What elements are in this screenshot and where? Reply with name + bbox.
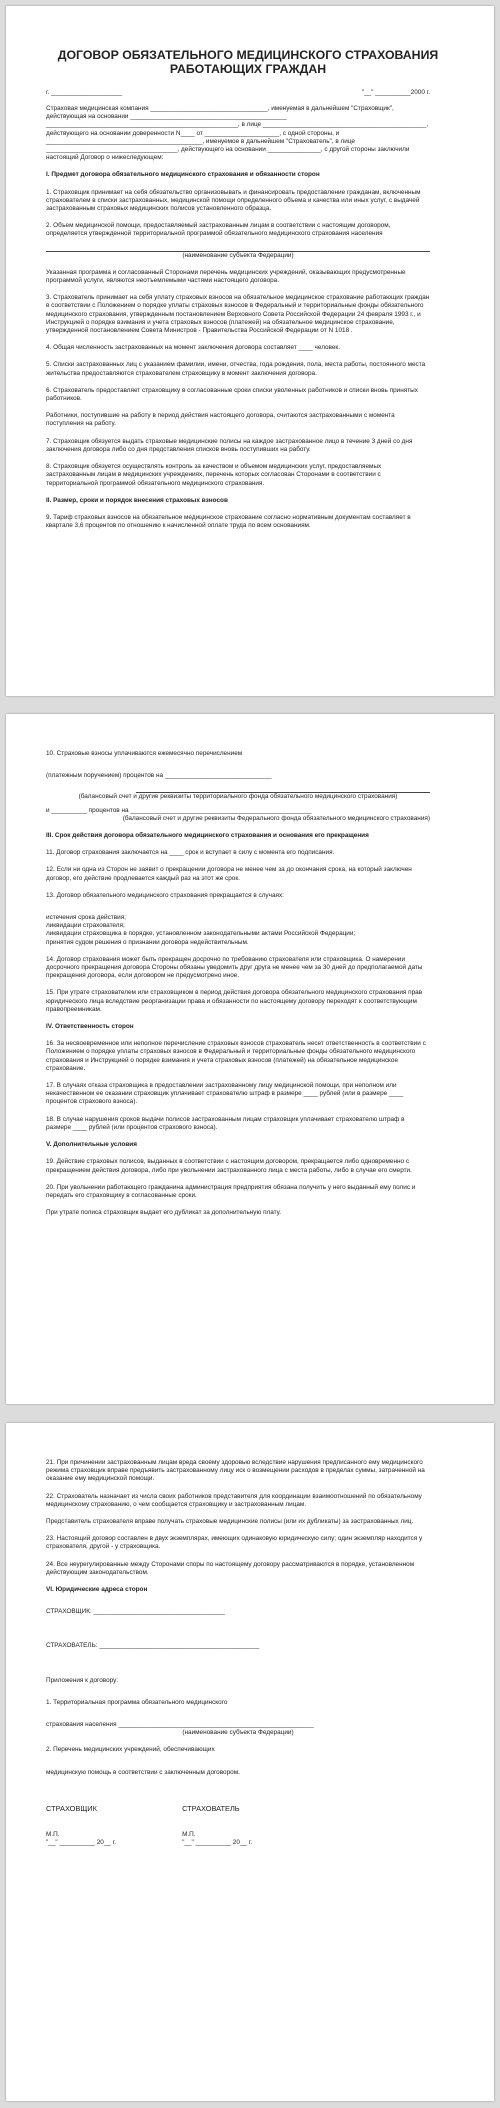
clause-22-note: Представитель страхователя вправе получать страховые медицинские полисы (или их дубликаты) за застрахованных лиц. xyxy=(46,1518,414,1526)
date-field: "__" __________2000 г. xyxy=(361,89,430,96)
clause-3: 3. Страхователь принимает на себя уплату страховых взносов на обязательное медицинское страхование работающих граждан в соответствии с Положением о порядке уплаты страховых взносов в Федеральный и территориальные фонды обязательного медицинского страхования, утвержденным постановлением Верховного Совета Российской Федерации 24 февраля 1993 г., и Инструкцией о порядке взимания и учета страховых взносов (платежей) на обязательное медицинское страхование, утвержденной постановлением Совета Министров - Правительства Российской Федерации от N 1018 . xyxy=(46,294,430,335)
insurer-address: СТРАХОВЩИК: _____________________________________ xyxy=(46,1608,226,1616)
clause-1: 1. Страховщик принимает на себя обязательство организовывать и финансировать предоставление гражданам, включенным страхователем в списки застрахованных, медицинской помощи определенного объема и качества или иных услуг, с выдачей застрахованным страховых медицинских полисов установленного образца. xyxy=(46,188,421,213)
clause-14: 14. Договор страхования может быть прекращен досрочно по требованию страхователя или страховщика. О намерении досрочного прекращения договора Стороны обязаны уведомить друг друга не менее чем за 30 дней до предполагаемой даты прекращения договора, если договором не предусмотрено иное. xyxy=(46,955,423,980)
insured-signature xyxy=(182,1805,252,1857)
clause-13-d: принятия судом решения о признании договора недействительным. xyxy=(46,938,249,946)
clause-11: 11. Договор страхования заключается на ____ срок и вступает в силу с момента его подписания. xyxy=(46,849,335,857)
document-page-2 xyxy=(6,714,494,1404)
insurer-sign-date: "__" __________ 20__ г. xyxy=(46,1839,117,1847)
clause-17: 17. В случаях отказа страховщика в предоставлении застрахованному лицу медицинской помощи, при неполном или некачественном ее оказании страховщик уплачивает страхователю штраф в размере ____ рублей (или в размере ____ процентов страхового взноса). xyxy=(46,1082,404,1106)
clause-15: 15. При утрате страхователем или страховщиком в период действия договора обязательного медицинского страхования прав юридического лица вследствие реорганизации права и обязанности по настоящему договору переходят к соответствующим правопреемникам. xyxy=(46,989,423,1013)
header-line xyxy=(46,89,430,96)
annex-heading: Приложения к договору: xyxy=(46,1676,119,1684)
insurer-sign-label: СТРАХОВЩИК xyxy=(46,1803,97,1813)
clause-6-note: Работники, поступившие на работу в период действия настоящего договора, считаются застрахованными с момента поступления на работу. xyxy=(46,412,395,428)
annex-1-line: страхования населения _______________________________________________________ xyxy=(46,1721,314,1729)
clause-22: 22. Страхователь назначает из числа своих работников представителя для координации взаимоотношений по обязательному медицинскому страхованию, о чем сообщается страховщику и застрахованным лицам. xyxy=(46,1492,422,1508)
clause-18: 18. В случае нарушения сроков выдачи полисов застрахованным лицам страховщик уплачивает страхователю штраф в размере ____ рублей (или процентов страхового взноса). xyxy=(46,1115,405,1131)
section-heading-4: IV. Ответственность сторон xyxy=(46,1023,134,1031)
clause-9: 9. Тариф страховых взносов на обязательное медицинское страхование согласно нормативным документам составляет в квартале 3,6 процентов по отношению к начисленной оплате труда по всем основаниям. xyxy=(46,513,411,530)
clause-19: 19. Действие страховых полисов, выданных в соответствии с настоящим договором, прекращается либо одновременно с прекращением действия договора, либо при увольнении застрахованного лица с места работы, либо в случае его смерти. xyxy=(46,1158,412,1174)
annex-2-line: медицинскую помощь в соответствии с заключенным договором. xyxy=(46,1768,240,1776)
insured-address: СТРАХОВАТЕЛЬ: _____________________________________________ xyxy=(46,1642,260,1650)
clause-16: 16. За несвоевременное или неполное перечисление страховых взносов страхователь несет ответственность в соответствии с Положением о порядке уплаты страховых взносов в Федеральный и территориальные фонды обязательного медицинского страхования и Инструкцией о порядке взимания и учета страховых взносов (платежей) на обязательное медицинское страхование. xyxy=(46,1040,426,1072)
clause-7: 7. Страховщик обязуется выдать страховые медицинские полисы на каждое застрахованное лицо в течение 3 дней со дня заключения договора либо со дня представления списков вновь поступивших на работу. xyxy=(46,437,413,453)
clause-6: 6. Страхователь предоставляет страховщику в согласованные сроки списки уволенных работников и списки вновь принятых работников. xyxy=(46,386,418,403)
section-heading-2: II. Размер, сроки и порядок внесения страховых взносов xyxy=(46,496,228,504)
clause-24: 24. Все неурегулированные между Сторонами споры по настоящему договору рассматриваются в порядке, установленном действующим законодательством. xyxy=(46,1560,415,1576)
annex-subject-caption: (наименование субъекта Федерации) xyxy=(182,1729,294,1737)
document-title: ДОГОВОР ОБЯЗАТЕЛЬНОГО МЕДИЦИНСКОГО СТРАХОВАНИЯ РАБОТАЮЩИХ ГРАЖДАН xyxy=(57,48,439,76)
clause-12: 12. Если ни одна из Сторон не заявит о прекращении договора не менее чем за до окончания срока, на который заключен договор, его действие продлевается каждый раз на этот же срок. xyxy=(46,866,412,882)
signature-block xyxy=(46,1805,430,1857)
section-heading-1: I. Предмет договора обязательного медицинского страхования и обязанности сторон xyxy=(46,171,320,179)
clause-8: 8. Страховщик обязуется осуществлять контроль за качеством и объемом медицинских услуг, предоставляемых застрахованным лицам в медицинских учреждениях, перечень которых согласован Сторонами в соответствии с территориальной программой обязательного медицинского страхования. xyxy=(46,463,382,487)
insured-sign-label: СТРАХОВАТЕЛЬ xyxy=(182,1803,240,1813)
intro-paragraph: Страховая медицинская компания _________________________________, именуемая в дальнейшем "Страховщик", действующая на основании ____________________________________________ ______________________________________________________, в лице ______________________________________________, действующего на основании доверенности N____ от _____________________, с одной стороны, и ____________________________________________, именуемое в дальнейшем "Страхователь", в лице _____________________________________, действующего на основании _______________, с другой стороны заключили настоящий Договор о нижеследующем: xyxy=(46,105,429,162)
clause-13-c: ликвидации страховщика в порядке, установленном законодательными актами Российской Федерации; xyxy=(46,930,356,938)
fund2-caption: (балансовый счет и другие реквизиты Федерального фонда обязательного медицинского страхования) xyxy=(122,814,430,822)
fund1-caption: (балансовый счет и другие реквизиты территориального фонда обязательного медицинского страхования) xyxy=(78,793,398,801)
annex-2: 2. Перечень медицинских учреждений, обеспечивающих xyxy=(46,1746,215,1754)
clause-10-and: и __________ процентов на ___________________________________________________ xyxy=(46,806,312,814)
clause-4: 4. Общая численность застрахованных на момент заключения договора составляет ____ человек. xyxy=(46,344,340,352)
insured-sign-date: "__" __________ 20__ г. xyxy=(182,1839,253,1847)
insurer-signature xyxy=(46,1805,116,1857)
insurer-stamp: М.П. xyxy=(46,1831,60,1839)
section-heading-6: VI. Юридические адреса сторон xyxy=(46,1586,148,1594)
document-page-3 xyxy=(6,1423,494,2101)
clause-23: 23. Настоящий договор составлен в двух экземплярах, имеющих одинаковую юридическую силу; один экземпляр находится у страхователя, другой - у страховщика. xyxy=(46,1535,423,1551)
clause-2: 2. Объем медицинской помощи, предоставляемый застрахованным лицам в соответствии с настоящим договором, определяется утвержденной территориальной программой обязательного медицинского страхования населения xyxy=(46,222,391,238)
annex-1: 1. Территориальная программа обязательного медицинского xyxy=(46,1698,228,1706)
clause-21: 21. При причинении застрахованным лицам вреда своему здоровью вследствие нарушения предписанного ему медицинского режима страховщик вправе предъявить застрахованному лицу иск о возмещении расходов в пределах суммы, затраченной на оказание ему медицинской помощи. xyxy=(46,1459,425,1483)
clause-5: 5. Списки застрахованных лиц с указанием фамилии, имени, отчества, года рождения, пола, места работы, постоянного места жительства предоставляются страхователем страховщику в момент заключения договора. xyxy=(46,361,426,377)
clause-10: 10. Страховые взносы уплачиваются ежемесячно перечислением xyxy=(46,750,243,757)
clause-13-a: истечения срока действия; xyxy=(46,914,126,922)
section-heading-3: III. Срок действия договора обязательного медицинского страхования и основания его прекращения xyxy=(46,832,369,840)
insured-stamp: М.П. xyxy=(182,1831,196,1839)
subject-caption: (наименование субъекта Федерации) xyxy=(182,251,294,259)
clause-2-note: Указанная программа и согласованный Сторонами перечень медицинских учреждений, оказывающих предусмотренные программой услуги, являются неотъемлемыми частями настоящего договора. xyxy=(46,268,406,285)
city-field: г. ____________________ xyxy=(46,89,123,96)
clause-10-payment: (платежным поручением) процентов на ______________________________ xyxy=(46,772,272,780)
clause-13: 13. Договор обязательного медицинского страхования прекращается в случаях: xyxy=(46,891,284,899)
clause-13-b: ликвидации страхователя; xyxy=(46,922,125,930)
clause-20: 20. При увольнении работающего гражданина администрация предприятия обязана получить у него выданный ему полис и передать его страховщику в согласованные сроки. xyxy=(46,1183,416,1199)
document-page-1 xyxy=(6,6,494,696)
section-heading-5: V. Дополнительные условия xyxy=(46,1141,137,1149)
clause-20-note: При утрате полиса страховщик выдает его дубликат за дополнительную плату. xyxy=(46,1209,282,1217)
